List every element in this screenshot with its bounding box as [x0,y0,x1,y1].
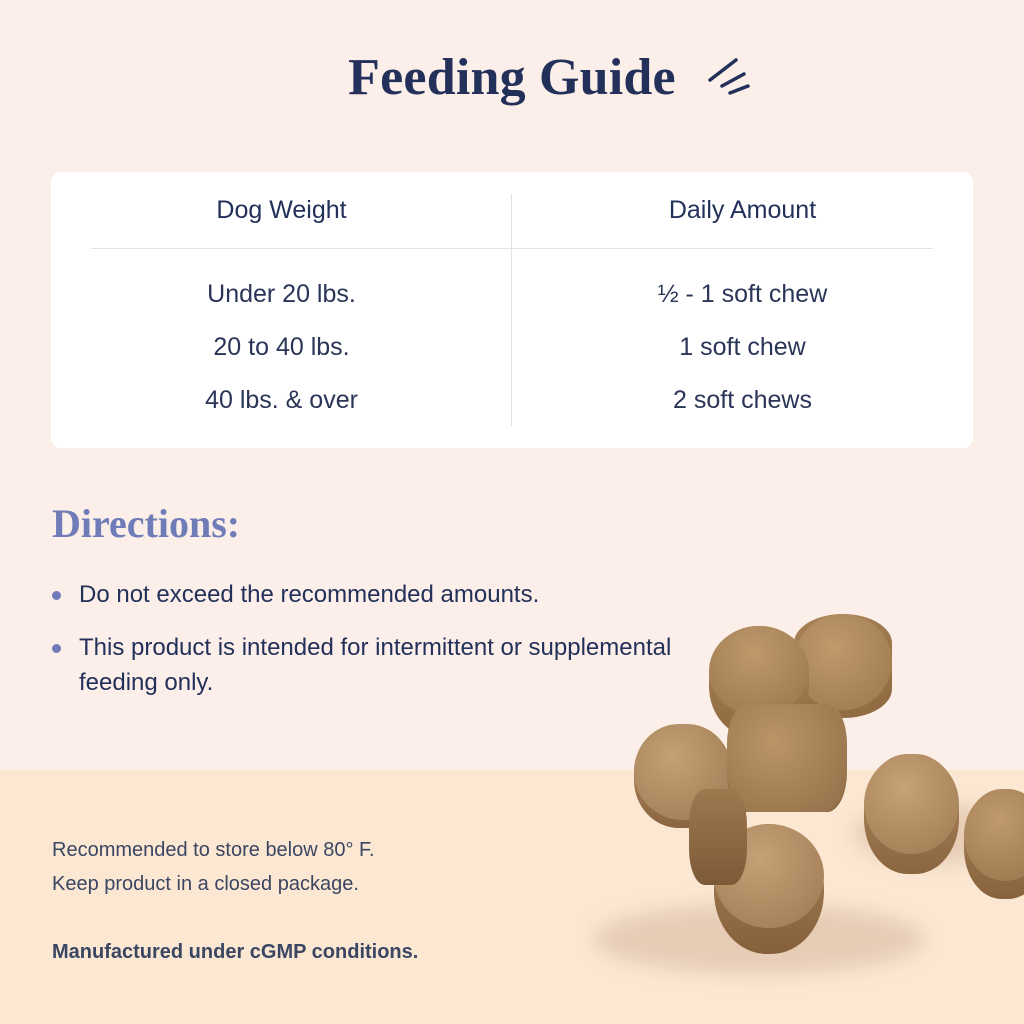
storage-note-line2: Keep product in a closed package. [52,873,359,895]
table-row [51,374,973,427]
directions-heading: Directions: [52,501,241,546]
manufacturing-note: Manufactured under cGMP conditions. [52,941,419,963]
chew [689,789,747,885]
list-item-text: This product is intended for intermittent or supplemental feeding only. [79,633,672,696]
header-divider [91,248,933,249]
list-item-text: Do not exceed the recommended amounts. [79,581,540,608]
list-item [52,631,692,701]
page-title: Feeding Guide [348,49,676,106]
cell-amount: ½ - 1 soft chew [657,280,828,308]
bullet-dot-icon [52,591,61,600]
storage-note [52,833,572,901]
storage-note-line1: Recommended to store below 80° F. [52,839,375,861]
bullet-dot-icon [52,644,61,653]
cell-weight: 40 lbs. & over [205,386,358,414]
cell-weight: Under 20 lbs. [207,280,356,308]
table-header-row [51,172,973,248]
directions-list [52,578,692,718]
table-row [51,321,973,374]
chew [964,789,1024,899]
chew [864,754,959,874]
cell-weight: 20 to 40 lbs. [213,333,350,361]
feeding-table [51,172,973,448]
column-header-daily-amount: Daily Amount [668,195,817,224]
cell-amount: 1 soft chew [679,333,806,361]
cell-amount: 2 soft chews [673,386,812,414]
sparkle-icon [706,52,756,100]
chew [727,704,847,812]
table-body [51,268,973,427]
column-header-dog-weight: Dog Weight [216,195,347,224]
table-row [51,268,973,321]
list-item [52,578,692,613]
